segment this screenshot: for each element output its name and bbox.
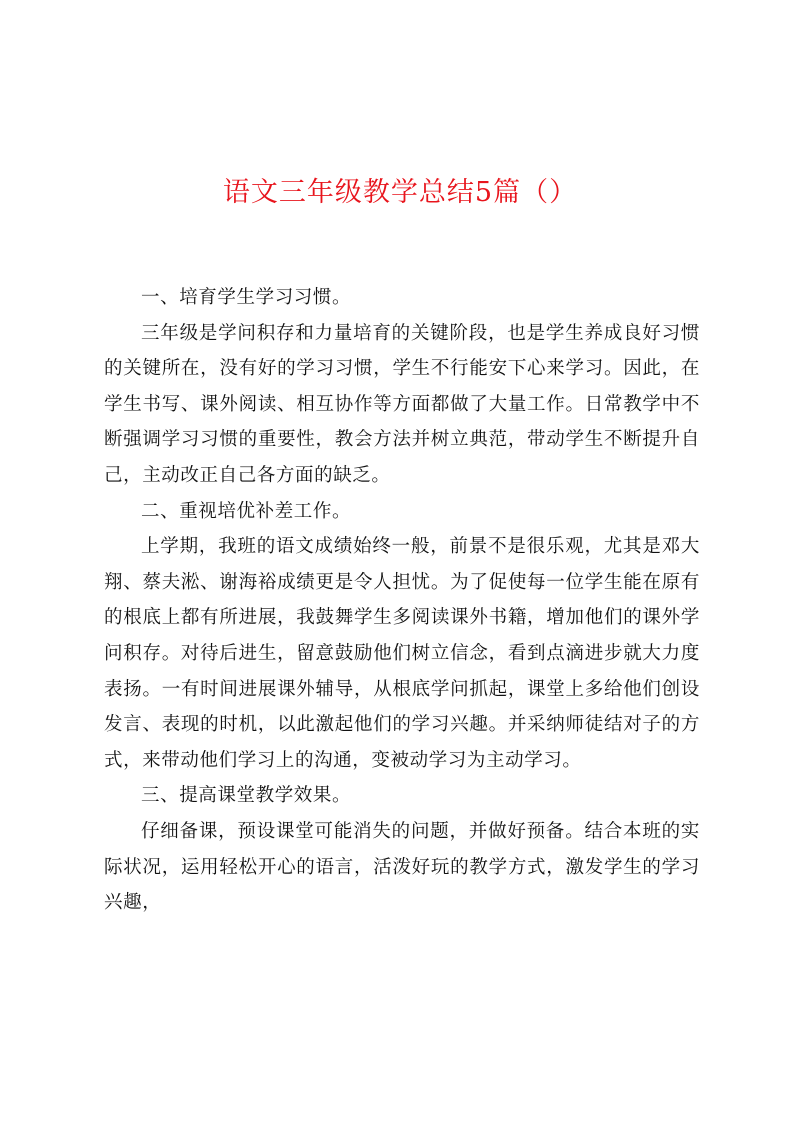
document-title: 语文三年级教学总结5篇（） <box>222 177 578 208</box>
paragraph-classroom: 仔细备课，预设课堂可能消失的问题，并做好预备。结合本班的实际状况，运用轻松开心的语言，活泼好玩的教学方式，激发学生的学习兴趣， <box>104 820 700 914</box>
section-heading-3: 三、提高课堂教学效果。 <box>141 785 352 807</box>
paragraph-tutoring: 上学期，我班的语文成绩始终一般，前景不是很乐观，尤其是邓大翔、蔡夫淞、谢海裕成绩更是令人担忧。为了促使每一位学生能在原有的根底上都有所进展，我鼓舞学生多阅读课外书籍，增加他们的课外学问积存。对待后进生，留意鼓励他们树立信念，看到点滴进步就大力度表扬。一有时间进展课外辅导，从根底学问抓起，课堂上多给他们创设发言、表现的时机，以此激起他们的学习兴趣。并采纳师徒结对子的方式，来带动他们学习上的沟通，变被动学习为主动学习。 <box>104 536 700 771</box>
document-body <box>104 280 700 921</box>
paragraph-habits: 三年级是学问积存和力量培育的关键阶段，也是学生养成良好习惯的关键所在，没有好的学习习惯，学生不行能安下心来学习。因此，在学生书写、课外阅读、相互协作等方面都做了大量工作。日常教学中不断强调学习习惯的重要性，教会方法并树立典范，带动学生不断提升自己，主动改正自己各方面的缺乏。 <box>104 322 700 486</box>
section-heading-1: 一、培育学生学习习惯。 <box>141 287 352 308</box>
section-heading-2: 二、重视培优补差工作。 <box>141 500 352 522</box>
